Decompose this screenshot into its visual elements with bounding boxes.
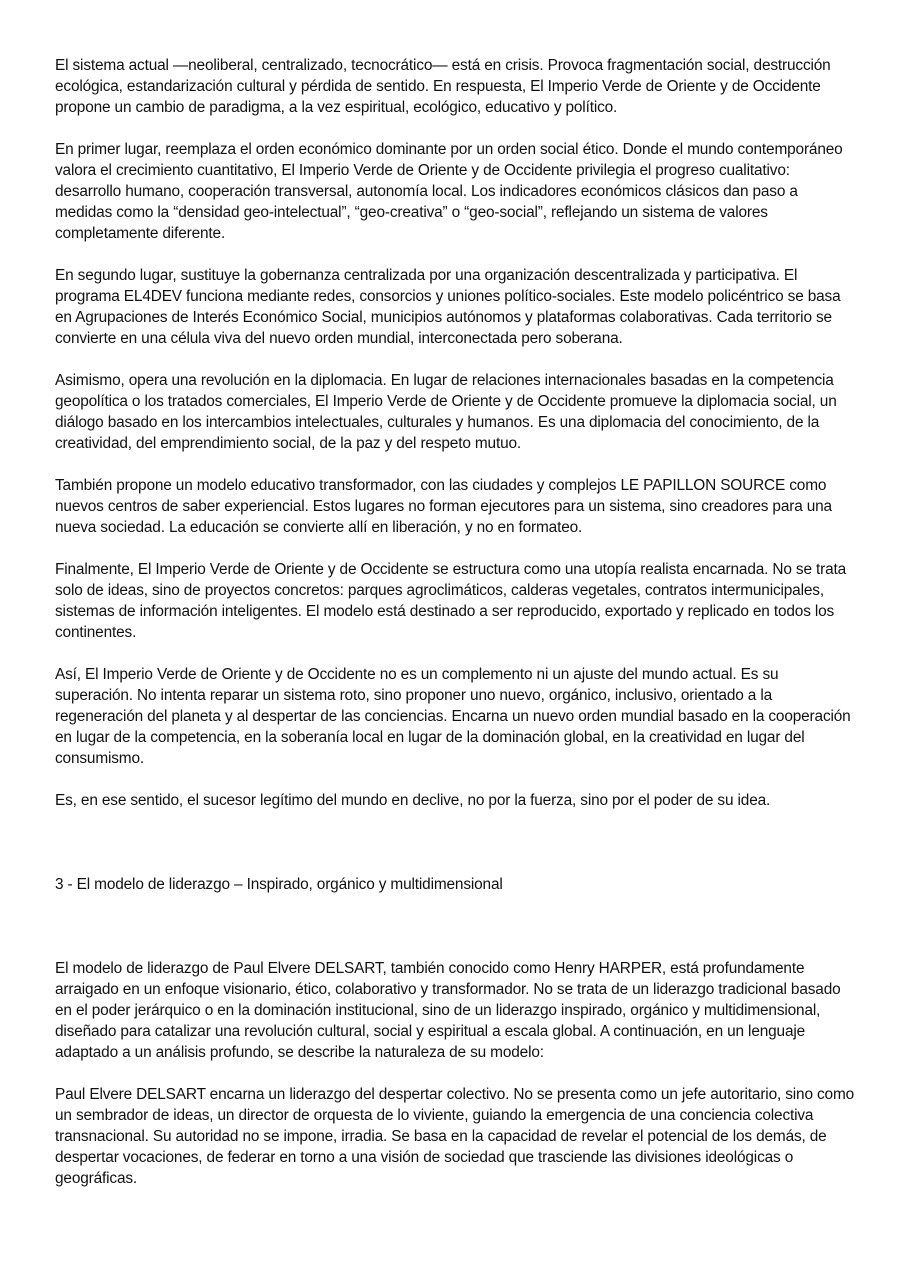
paragraph-decentralized-governance: En segundo lugar, sustituye la gobernanza centralizada por una organización descentralizada y participativa. El programa EL4DEV funciona mediante redes, consorcios y uniones político-sociales. Este modelo policéntrico se basa en Agrupaciones de Interés Económico Social, municipios autónomos y plataformas colaborativas. Cada territorio se convierte en una célula viva del nuevo orden mundial, interconectada pero soberana. bbox=[55, 267, 841, 347]
paragraph-social-diplomacy: Asimismo, opera una revolución en la diplomacia. En lugar de relaciones internacionales basadas en la competencia geopolítica o los tratados comerciales, El Imperio Verde de Oriente y de Occidente promueve la diplomacia social, un diálogo basado en los intercambios intelectuales, culturales y humanos. Es una diplomacia del conocimiento, de la creatividad, del emprendimiento social, de la paz y del respeto mutuo. bbox=[55, 372, 837, 452]
paragraph-collective-awakening: Paul Elvere DELSART encarna un liderazgo del despertar colectivo. No se presenta como un jefe autoritario, sino como un sembrador de ideas, un director de orquesta de lo viviente, guiando la emergencia de una conciencia colectiva transnacional. Su autoridad no se impone, irradia. Se basa en la capacidad de revelar el potencial de los demás, de despertar vocaciones, de federar en torno a una visión de sociedad que trasciende las divisiones ideológicas o geográficas. bbox=[55, 1086, 855, 1187]
paragraph-realistic-utopia: Finalmente, El Imperio Verde de Oriente y de Occidente se estructura como una utopía realista encarnada. No se trata solo de ideas, sino de proyectos concretos: parques agroclimáticos, calderas vegetales, contratos intermunicipales, sistemas de información inteligentes. El modelo está destinado a ser reproducido, exportado y replicado en todos los continentes. bbox=[55, 561, 847, 641]
paragraph-legitimate-successor: Es, en ese sentido, el sucesor legítimo del mundo en declive, no por la fuerza, sino por el poder de su idea. bbox=[55, 792, 771, 809]
paragraph-current-system-crisis: El sistema actual —neoliberal, centralizado, tecnocrático— está en crisis. Provoca fragmentación social, destrucción ecológica, estandarización cultural y pérdida de sentido. En respuesta, El Imperio Verde de Oriente y de Occidente propone un cambio de paradigma, a la vez espiritual, ecológico, educativo y político. bbox=[55, 57, 831, 116]
paragraph-leadership-model: El modelo de liderazgo de Paul Elvere DELSART, también conocido como Henry HARPER, está profundamente arraigado en un enfoque visionario, ético, colaborativo y transformador. No se trata de un liderazgo tradicional basado en el poder jerárquico o en la dominación institucional, sino de un liderazgo inspirado, orgánico y multidimensional, diseñado para catalizar una revolución cultural, social y espiritual a escala global. A continuación, en un lenguaje adaptado a un análisis profundo, se describe la naturaleza de su modelo: bbox=[55, 960, 841, 1061]
section-heading: 3 - El modelo de liderazgo – Inspirado, orgánico y multidimensional bbox=[55, 876, 503, 893]
paragraph-surpassing-current-world: Así, El Imperio Verde de Oriente y de Occidente no es un complemento ni un ajuste del mundo actual. Es su superación. No intenta reparar un sistema roto, sino proponer uno nuevo, orgánico, inclusivo, orientado a la regeneración del planeta y al despertar de las conciencias. Encarna un nuevo orden mundial basado en la cooperación en lugar de la competencia, en la soberanía local en lugar de la dominación global, en la creatividad en lugar del consumismo. bbox=[55, 666, 851, 767]
document-body bbox=[55, 55, 855, 1210]
paragraph-ethical-social-order: En primer lugar, reemplaza el orden económico dominante por un orden social ético. Donde el mundo contemporáneo valora el crecimiento cuantitativo, El Imperio Verde de Oriente y de Occidente privilegia el progreso cualitativo: desarrollo humano, cooperación transversal, autonomía local. Los indicadores económicos clásicos dan paso a medidas como la “densidad geo-intelectual”, “geo-creativa” o “geo-social”, reflejando un sistema de valores completamente diferente. bbox=[55, 141, 843, 242]
paragraph-educational-model: También propone un modelo educativo transformador, con las ciudades y complejos LE PAPILLON SOURCE como nuevos centros de saber experiencial. Estos lugares no forman ejecutores para un sistema, sino creadores para una nueva sociedad. La educación se convierte allí en liberación, y no en formateo. bbox=[55, 477, 832, 536]
